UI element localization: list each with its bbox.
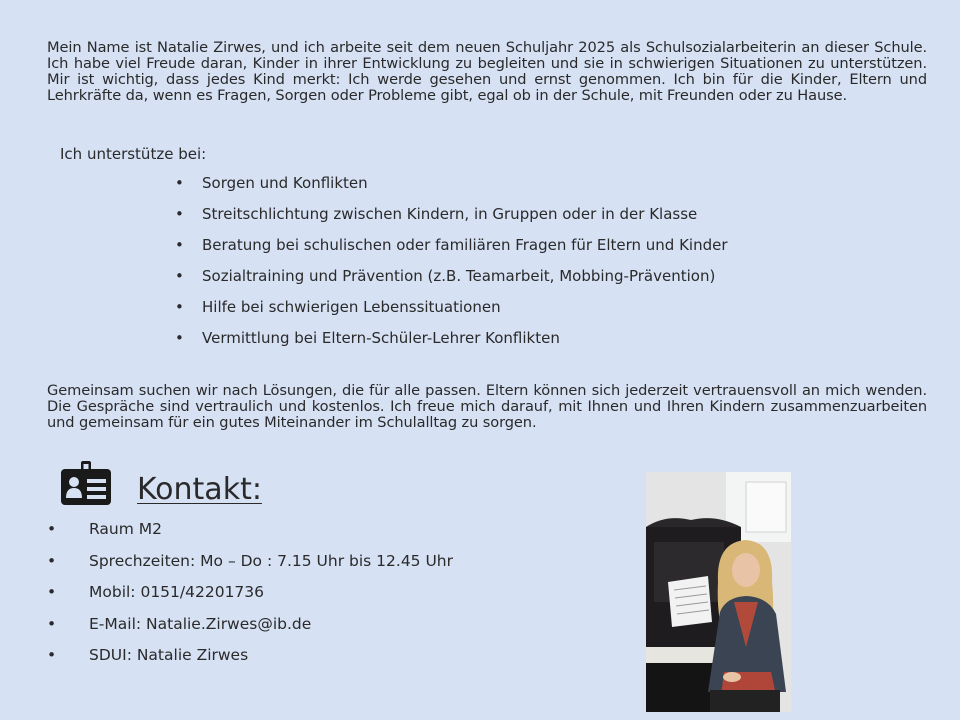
list-item [47, 552, 453, 584]
list-item [175, 298, 728, 329]
portrait-illustration [646, 472, 791, 712]
list-item [47, 646, 453, 678]
bullet: • [175, 174, 184, 192]
support-item-text: Beratung bei schulischen oder familiären Fragen für Eltern und Kinder [202, 236, 728, 254]
contact-sdui: SDUI: Natalie Zirwes [89, 646, 249, 664]
list-item [47, 583, 453, 615]
list-item [175, 205, 728, 236]
list-item [47, 615, 453, 647]
contact-list [47, 520, 453, 678]
portrait-photo [646, 472, 791, 712]
contact-email: E-Mail: Natalie.Zirwes@ib.de [89, 614, 312, 633]
support-list [175, 174, 728, 360]
closing-paragraph: Gemeinsam suchen wir nach Lösungen, die für alle passen. Eltern können sich jederzeit vertrauensvoll an mich wenden. Die Gespräche sind vertraulich und kostenlos. Ich freue mich darauf, mit Ihnen und Ihren Kindern zusammenzuarbeiten und gemeinsam für ein gutes Miteinander im Schulalltag zu sorgen. [47, 382, 927, 431]
contact-phone: Mobil: 0151/42201736 [89, 583, 265, 601]
list-item [175, 174, 728, 205]
support-item-text: Sozialtraining und Prävention (z.B. Teamarbeit, Mobbing-Prävention) [202, 267, 716, 285]
support-item-text: Hilfe bei schwierigen Lebenssituationen [202, 298, 501, 316]
bullet: • [47, 551, 57, 570]
support-item-text: Streitschlichtung zwischen Kindern, in Gruppen oder in der Klasse [202, 205, 698, 223]
bullet: • [175, 329, 184, 347]
support-item-text: Vermittlung bei Eltern-Schüler-Lehrer Konflikten [202, 329, 560, 347]
support-heading: Ich unterstütze bei: [60, 145, 207, 163]
bullet: • [175, 298, 184, 316]
support-item-text: Sorgen und Konflikten [202, 174, 368, 192]
bullet: • [47, 583, 57, 601]
bullet: • [175, 267, 184, 285]
intro-paragraph: Mein Name ist Natalie Zirwes, und ich arbeite seit dem neuen Schuljahr 2025 als Schulsozialarbeiterin an dieser Schule. Ich habe viel Freude daran, Kinder in ihrer Entwicklung zu begleiten und sie in schwierigen Situationen zu unterstützen. Mir ist wichtig, dass jedes Kind merkt: Ich werde gesehen und ernst genommen. Ich bin für die Kinder, Eltern und Lehrkräfte da, wenn es Fragen, Sorgen oder Probleme gibt, egal ob in der Schule, mit Freunden oder zu Hause. [47, 39, 927, 104]
bullet: • [175, 236, 184, 254]
list-item [47, 520, 453, 552]
bullet: • [47, 646, 57, 664]
contact-room: Raum M2 [89, 520, 163, 538]
bullet: • [175, 205, 184, 223]
bullet: • [47, 520, 57, 538]
list-item [175, 329, 728, 360]
list-item [175, 267, 728, 298]
contact-card-icon [61, 461, 111, 505]
contact-title: Kontakt: [137, 472, 262, 507]
list-item [175, 236, 728, 267]
contact-hours: Sprechzeiten: Mo – Do : 7.15 Uhr bis 12.45 Uhr [89, 551, 454, 570]
bullet: • [47, 614, 57, 633]
